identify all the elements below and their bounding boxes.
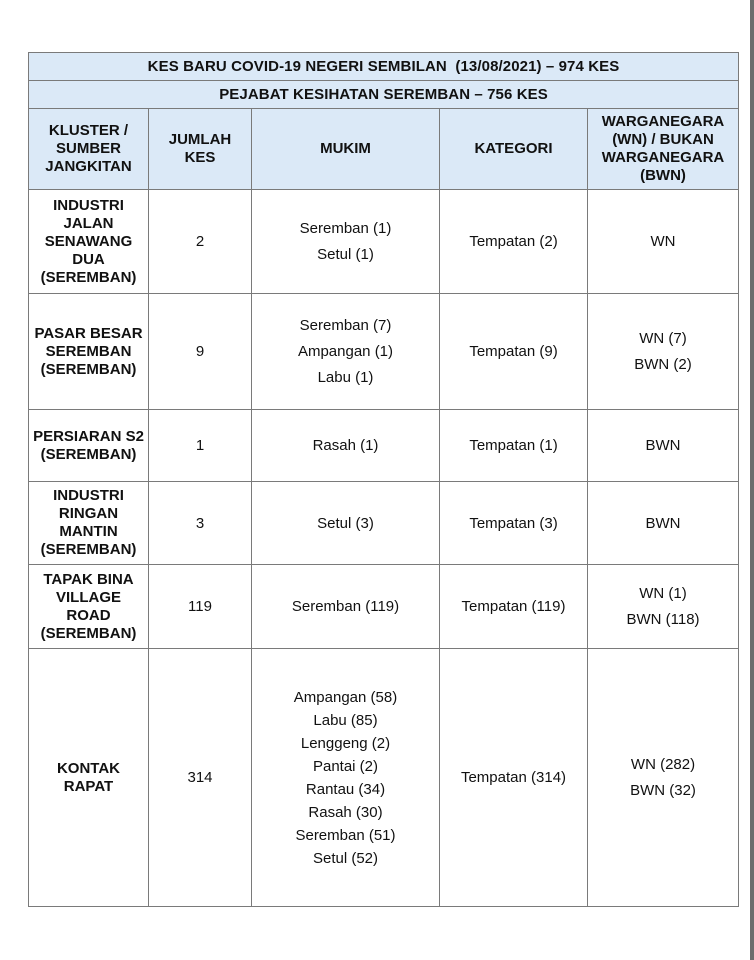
kategori-cell: Tempatan (2) (440, 190, 588, 294)
cell-line-text: BWN (2) (634, 356, 692, 373)
cell-line-text: KES (184, 149, 216, 166)
table-row (29, 410, 739, 482)
cell-line-text: WN (1) (639, 585, 687, 602)
cell-line-text: Seremban (51) (295, 826, 396, 844)
cell-line-text: JALAN (63, 214, 114, 232)
cell-line-text: (WN) / BUKAN (612, 131, 714, 148)
cell-line-text: Labu (1) (317, 369, 374, 386)
kategori-cell: Tempatan (1) (440, 410, 588, 482)
cell-line-text: Rasah (1) (312, 437, 379, 454)
cell-line-text: WARGANEGARA (601, 113, 725, 130)
header-mukim: MUKIM (252, 109, 440, 190)
mukim-cell (252, 565, 440, 649)
kategori-cell: Tempatan (9) (440, 294, 588, 410)
cluster-cell (29, 410, 149, 482)
wn-cell (588, 190, 739, 294)
cell-line-text: (SEREMBAN) (40, 268, 137, 286)
cell-line-text: Ampangan (1) (297, 343, 394, 360)
cell-line-text: JANGKITAN (45, 158, 132, 175)
cell-line-text: Lenggeng (2) (300, 734, 391, 752)
cell-line-text: ROAD (66, 606, 111, 624)
cell-line-text: (SEREMBAN) (40, 624, 137, 642)
cluster-cell (29, 190, 149, 294)
table-row (29, 649, 739, 907)
cell-line-text: SENAWANG (44, 232, 133, 250)
cluster-cell (29, 482, 149, 565)
cell-line-text: BWN (118) (626, 611, 700, 628)
cell-line-text: WN (7) (639, 330, 687, 347)
cell-line-text: WN (650, 233, 676, 250)
mukim-cell (252, 294, 440, 410)
cell-line-text: BWN (32) (630, 782, 696, 799)
cell-line-text: SEREMBAN (45, 342, 132, 360)
header-kategori: KATEGORI (440, 109, 588, 190)
cell-line-text: INDUSTRI (53, 196, 124, 214)
mukim-cell (252, 482, 440, 565)
table-subtitle-row (29, 81, 739, 109)
cell-line-text: MANTIN (59, 523, 118, 540)
cell-line-text: (SEREMBAN) (40, 445, 137, 463)
cell-line-text: Setul (3) (317, 514, 374, 532)
header-jumlah (149, 109, 252, 190)
cell-line-text: PASAR BESAR (34, 324, 143, 342)
table-title: KES BARU COVID-19 NEGERI SEMBILAN (13/08/2021) – 974 KES (29, 53, 739, 81)
cell-line-text: WN (282) (630, 756, 696, 773)
cell-line-text: BWN (645, 514, 681, 532)
table-row (29, 482, 739, 565)
mukim-cell (252, 190, 440, 294)
cell-line-text: Seremban (7) (299, 317, 392, 334)
cell-line-text: PERSIARAN S2 (33, 427, 144, 445)
cell-line-text: SUMBER (55, 140, 121, 157)
cluster-cell (29, 649, 149, 907)
cell-line-text: VILLAGE (55, 588, 121, 606)
mukim-cell (252, 649, 440, 907)
mukim-cell (252, 410, 440, 482)
wn-cell (588, 294, 739, 410)
cell-line-text: Rantau (34) (305, 780, 386, 798)
wn-cell (588, 482, 739, 565)
cell-line-text: (BWN) (640, 167, 686, 184)
cell-line-text: WARGANEGARA (601, 149, 725, 166)
cell-line-text: DUA (72, 250, 105, 268)
jumlah-cell: 119 (149, 565, 252, 649)
kategori-cell: Tempatan (3) (440, 482, 588, 565)
table-subtitle: PEJABAT KESIHATAN SEREMBAN – 756 KES (29, 81, 739, 109)
cell-line-text: Labu (85) (313, 711, 378, 729)
jumlah-cell: 1 (149, 410, 252, 482)
cell-line-text: KLUSTER / (48, 122, 129, 139)
jumlah-cell: 3 (149, 482, 252, 565)
cell-line-text: Rasah (30) (308, 803, 383, 821)
cell-line-text: RAPAT (63, 777, 114, 795)
cell-line-text: BWN (645, 437, 681, 454)
wn-cell (588, 565, 739, 649)
cell-line-text: JUMLAH (168, 131, 232, 148)
cell-line-text: INDUSTRI (53, 487, 124, 504)
header-cluster (29, 109, 149, 190)
header-row (29, 109, 739, 190)
cell-line-text: Pantai (2) (312, 757, 379, 775)
kategori-cell: Tempatan (314) (440, 649, 588, 907)
cell-line-text: Setul (52) (312, 849, 379, 867)
cell-line-text: RINGAN (58, 505, 119, 522)
cell-line-text: KONTAK (56, 759, 121, 777)
table-row (29, 565, 739, 649)
jumlah-cell: 314 (149, 649, 252, 907)
jumlah-cell: 9 (149, 294, 252, 410)
table-title-row (29, 53, 739, 81)
cell-line-text: Seremban (1) (299, 220, 392, 237)
cell-line-text: Setul (1) (317, 246, 374, 263)
jumlah-cell: 2 (149, 190, 252, 294)
cell-line-text: (SEREMBAN) (40, 541, 137, 558)
kategori-cell: Tempatan (119) (440, 565, 588, 649)
cell-line-text: Seremban (119) (291, 598, 400, 615)
cell-line-text: Ampangan (58) (293, 688, 398, 706)
table-row (29, 294, 739, 410)
cell-line-text: (SEREMBAN) (40, 360, 137, 378)
covid-cases-table (28, 52, 739, 907)
header-warganegara (588, 109, 739, 190)
wn-cell (588, 649, 739, 907)
table-row (29, 190, 739, 294)
wn-cell (588, 410, 739, 482)
cell-line-text: TAPAK BINA (43, 570, 134, 588)
cluster-cell (29, 294, 149, 410)
cluster-cell (29, 565, 149, 649)
page-edge (750, 0, 754, 960)
